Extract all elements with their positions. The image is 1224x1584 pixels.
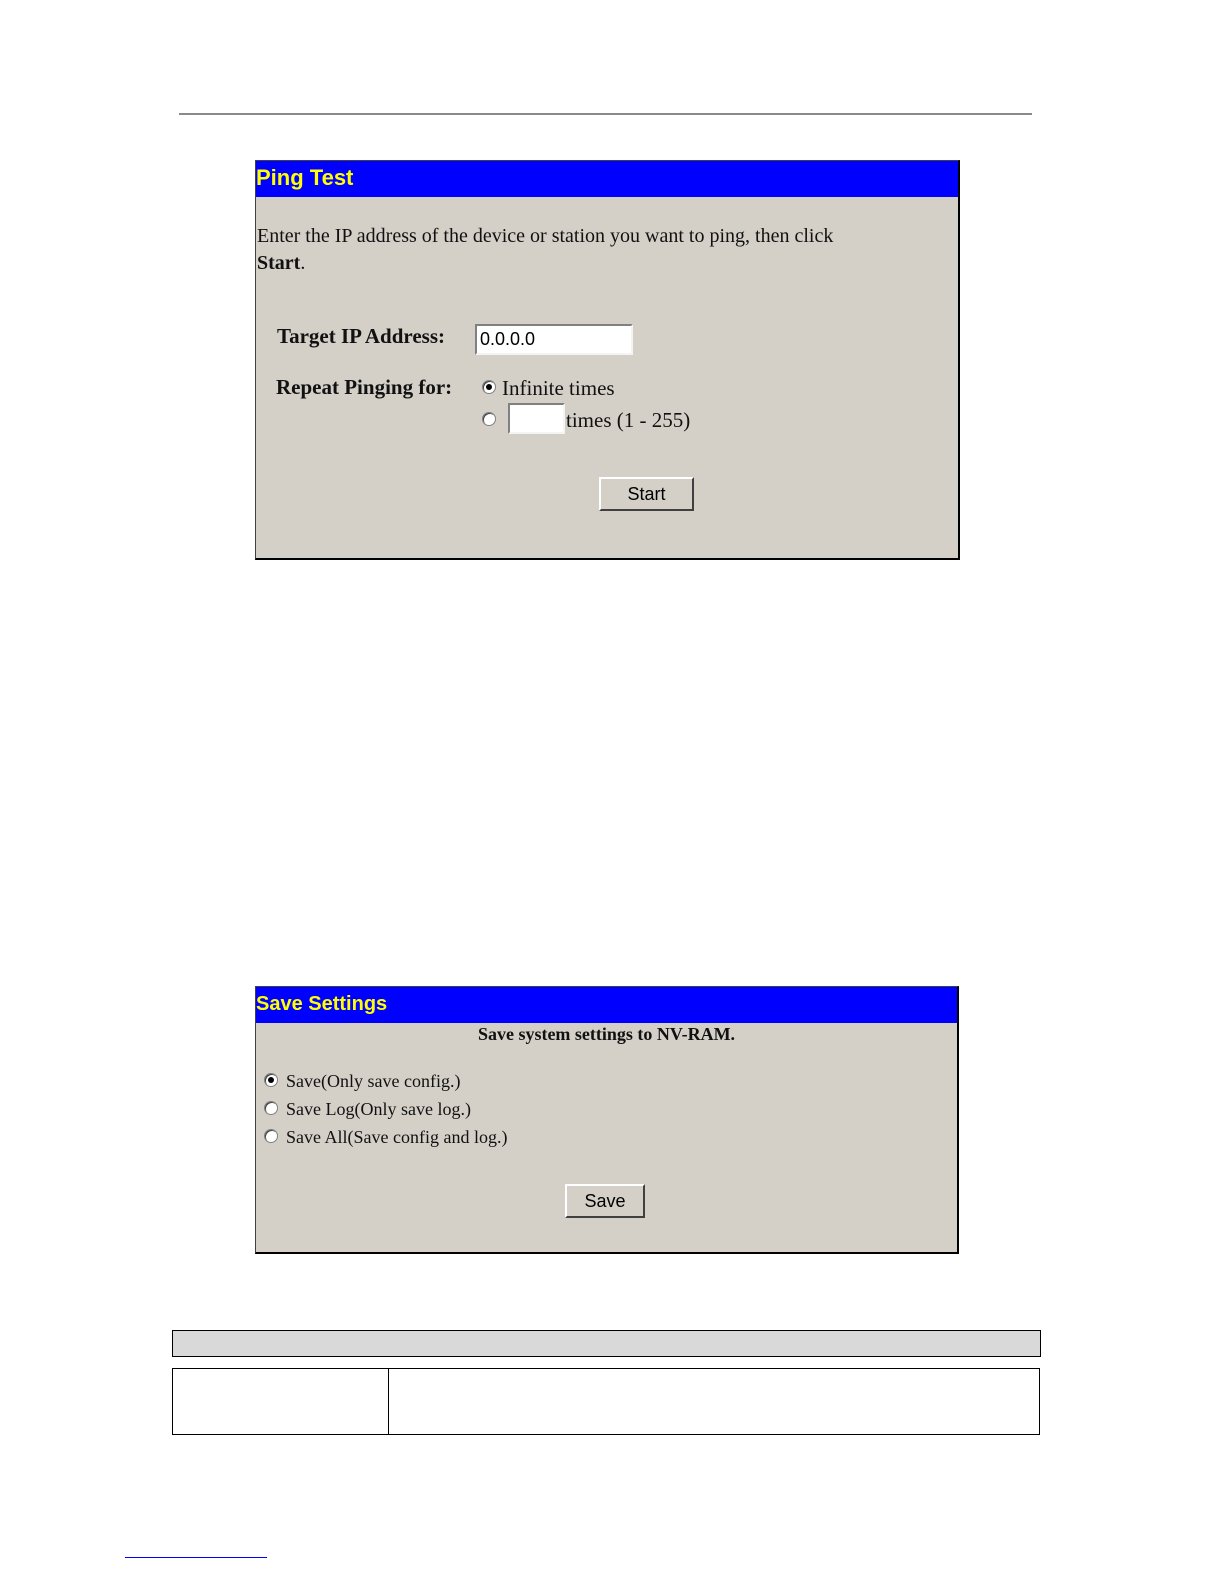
description-table [172, 1368, 1040, 1435]
ping-test-title: Ping Test [256, 161, 958, 197]
save-settings-title: Save Settings [256, 987, 957, 1023]
repeat-times-suffix: times (1 - 255) [566, 408, 691, 432]
save-config-radio[interactable] [264, 1073, 278, 1087]
table-header-row [172, 1330, 1041, 1357]
save-settings-subtitle: Save system settings to NV-RAM. [477, 1024, 736, 1044]
save-log-radio[interactable] [264, 1101, 278, 1115]
save-button[interactable]: Save [565, 1184, 645, 1218]
ping-instruction [257, 223, 937, 277]
ping-instruction-text: Enter the IP address of the device or station you want to ping, then click [257, 225, 834, 247]
page-top-rule [179, 113, 1032, 115]
save-all-radio[interactable] [264, 1129, 278, 1143]
infinite-times-radio[interactable] [482, 380, 496, 394]
save-all-label: Save All(Save config and log.) [286, 1127, 508, 1147]
repeat-pinging-label: Repeat Pinging for: [276, 375, 453, 399]
repeat-times-input[interactable] [508, 403, 565, 434]
table-column-divider [388, 1369, 389, 1434]
target-ip-label: Target IP Address: [277, 324, 446, 348]
ping-instruction-end: . [300, 252, 306, 274]
repeat-times-radio[interactable] [482, 412, 496, 426]
footer-link-underline [125, 1557, 267, 1558]
start-button[interactable]: Start [599, 477, 694, 511]
save-config-label: Save(Only save config.) [286, 1071, 461, 1091]
infinite-times-label: Infinite times [502, 376, 615, 400]
save-log-label: Save Log(Only save log.) [286, 1099, 471, 1119]
ping-test-panel [255, 160, 960, 560]
ping-instruction-bold: Start [257, 252, 301, 274]
save-settings-panel [255, 986, 959, 1254]
target-ip-input[interactable] [475, 324, 633, 355]
